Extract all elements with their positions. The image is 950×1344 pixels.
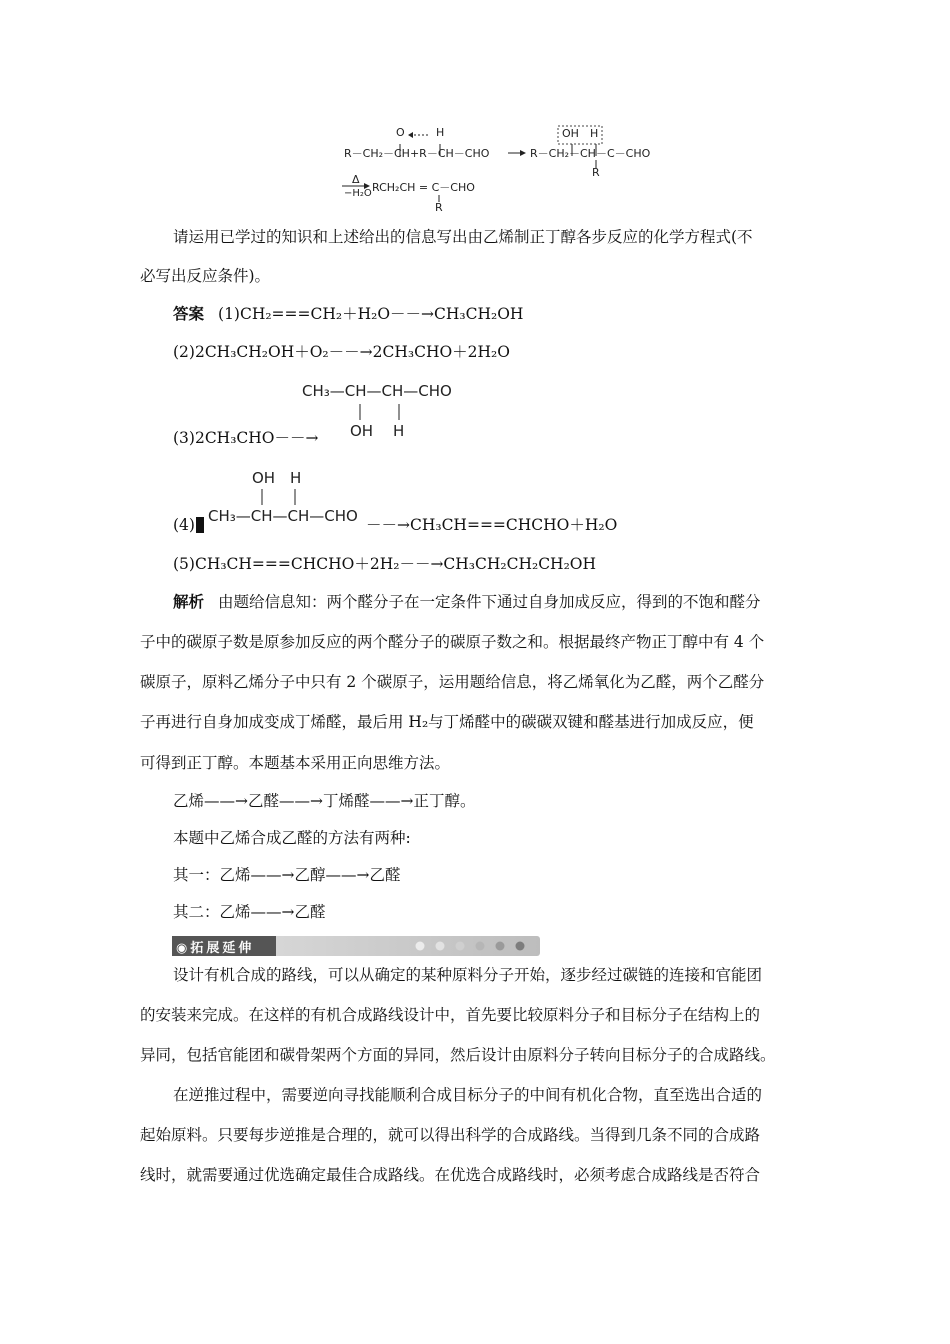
analysis-line-5: 可得到正丁醇。本题基本采用正向思维方法。 bbox=[140, 754, 451, 772]
eq3-structure bbox=[302, 382, 492, 442]
analysis-methods-intro: 本题中乙烯合成乙醛的方法有两种: bbox=[173, 829, 411, 847]
analysis-line-2: 子中的碳原子数是原参加反应的两个醛分子的碳原子数之和。根据最终产物正丁醇中有 4 个 bbox=[140, 633, 765, 651]
extension-p2-line-3: 线时，就需要通过优选确定最佳合成路线。在优选合成路线时，必须考虑合成路线是否符合 bbox=[140, 1166, 761, 1184]
extension-p1-line-1: 设计有机合成的路线，可以从确定的某种原料分子开始，逐步经过碳链的连接和官能团 bbox=[173, 966, 763, 984]
question-line-1: 请运用已学过的知识和上述给出的信息写出由乙烯制正丁醇各步反应的化学方程式(不 bbox=[173, 228, 753, 246]
scheme-product-r: R bbox=[592, 166, 600, 179]
scheme-minus-water: −H₂O bbox=[344, 188, 372, 199]
answer-eq-1 bbox=[173, 303, 523, 325]
answer-eq-5: (5)CH₃CH===CHCHO＋2H₂－－→CH₃CH₂CH₂CH₂OH bbox=[173, 555, 597, 573]
analysis-method-1: 其一：乙烯——→乙醇——→乙醛 bbox=[173, 866, 401, 884]
scheme-product: R－CH₂－CH－C－CHO bbox=[530, 147, 651, 160]
scheme-unsaturated: RCH₂CH = C－CHO bbox=[372, 181, 475, 194]
extension-p2-line-1: 在逆推过程中，需要逆向寻找能顺利合成目标分子的中间有机化合物，直至选出合适的 bbox=[173, 1086, 763, 1104]
reaction-scheme bbox=[340, 124, 651, 214]
eq3-h: H bbox=[393, 422, 405, 440]
eq4-chain: CH₃—CH—CH—CHO bbox=[208, 507, 358, 525]
banner-label: ◉拓展延伸 bbox=[176, 941, 255, 956]
scheme-h: H bbox=[436, 126, 445, 139]
scheme-unsaturated-r: R bbox=[435, 201, 443, 214]
extension-p1-line-2: 的安装来完成。在这样的有机合成路线设计中，首先要比较原料分子和目标分子在结构上的 bbox=[140, 1006, 761, 1024]
analysis-method-2: 其二：乙烯——→乙醛 bbox=[173, 903, 326, 921]
extension-p2-line-2: 起始原料。只要每步逆推是合理的，就可以得出科学的合成路线。当得到几条不同的合成路 bbox=[140, 1126, 761, 1144]
analysis-route: 乙烯——→乙醛——→丁烯醛——→正丁醇。 bbox=[173, 792, 476, 810]
question-line-2: 必写出反应条件)。 bbox=[140, 267, 271, 285]
eq3-chain: CH₃—CH—CH—CHO bbox=[302, 382, 452, 400]
scheme-reactants: R－CH₂－CH+R－CH－CHO bbox=[344, 147, 490, 160]
answer-eq-4-suffix: －－→CH₃CH===CHCHO＋H₂O bbox=[366, 516, 618, 534]
scheme-product-oh: OH bbox=[562, 127, 579, 140]
eq4-oh: OH bbox=[252, 469, 276, 487]
answer-eq-3: (3)2CH₃CHO－－→ bbox=[173, 429, 319, 447]
eq4-marker bbox=[196, 517, 204, 533]
scheme-product-h: H bbox=[590, 127, 599, 140]
answer-label: 答案 bbox=[173, 304, 205, 323]
scheme-o: O bbox=[396, 126, 405, 139]
analysis-line-1-text: 由题给信息知：两个醛分子在一定条件下通过自身加成反应，得到的不饱和醛分 bbox=[218, 593, 761, 611]
scheme-delta: Δ bbox=[352, 173, 360, 186]
analysis-line-1 bbox=[173, 591, 761, 613]
extension-p1-line-3: 异同，包括官能团和碳骨架两个方面的异同，然后设计由原料分子转向目标分子的合成路线。 bbox=[140, 1046, 776, 1064]
analysis-label: 解析 bbox=[173, 592, 205, 611]
eq4-h: H bbox=[290, 469, 302, 487]
analysis-line-3: 碳原子，原料乙烯分子中只有 2 个碳原子，运用题给信息，将乙烯氧化为乙醛，两个乙醛分 bbox=[140, 673, 765, 691]
answer-eq-1-text: (1)CH₂===CH₂＋H₂O－－→CH₃CH₂OH bbox=[218, 305, 524, 323]
answer-eq-2: (2)2CH₃CH₂OH＋O₂－－→2CH₃CHO＋2H₂O bbox=[173, 343, 510, 361]
answer-eq-4-prefix bbox=[173, 514, 204, 536]
eq3-oh: OH bbox=[350, 422, 374, 440]
eq4-structure bbox=[208, 467, 368, 529]
eq4-label: (4) bbox=[173, 516, 195, 534]
extension-banner bbox=[172, 936, 540, 956]
analysis-line-4: 子再进行自身加成变成丁烯醛，最后用 H₂与丁烯醛中的碳碳双键和醛基进行加成反应，便 bbox=[140, 713, 754, 731]
